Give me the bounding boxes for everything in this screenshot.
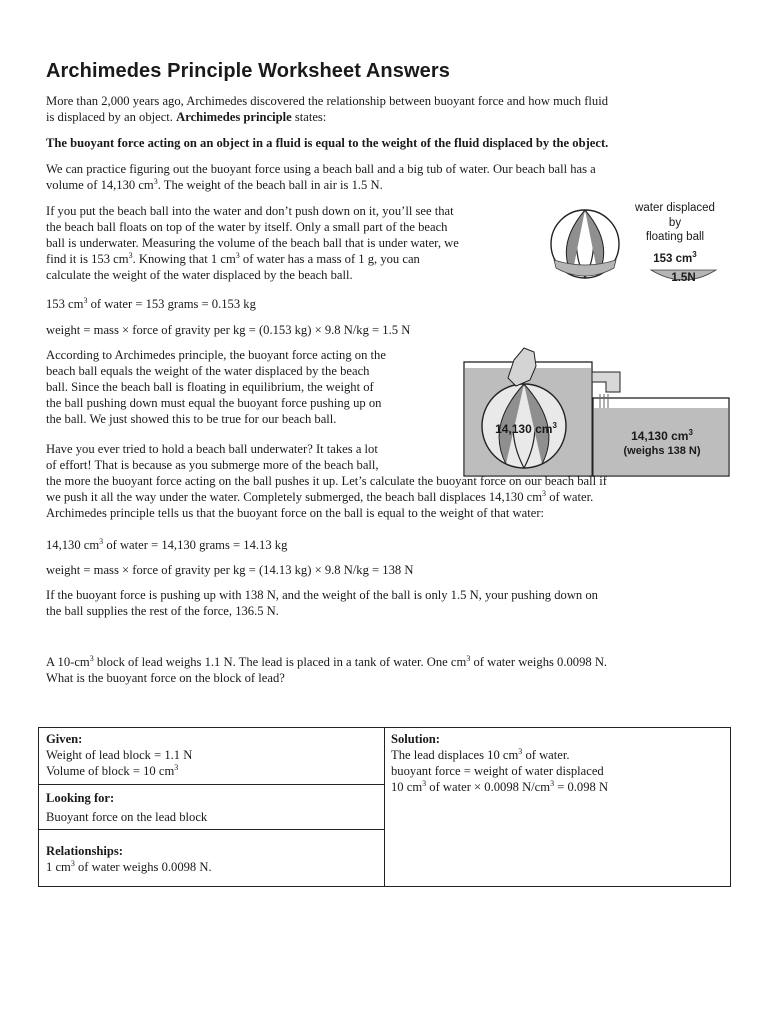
- given-line: Volume of block = 10 $cm^3$: [46, 763, 179, 778]
- paragraph-line: calculate the weight of the water displaced by the beach ball.: [46, 268, 353, 282]
- paragraph-line: If the buoyant force is pushing up with 138 N, and the weight of the ball is only 1.5 N, your pushing down on: [46, 588, 598, 602]
- given-cell: [39, 728, 385, 784]
- paragraph-line: the beach ball floats on top of the water by itself. Only a small part of the beach: [46, 220, 448, 234]
- paragraph-line: beach ball equals the weight of the water displaced by the beach: [46, 364, 370, 378]
- paragraph-line: According to Archimedes principle, the buoyant force acting on the: [46, 348, 386, 362]
- paragraph-line: ball. Since the beach ball is floating in equilibrium, the weight of: [46, 380, 374, 394]
- paragraph-line: Archimedes principle tells us that the buoyant force on the ball is equal to the weight of that water:: [46, 506, 545, 520]
- intro-paragraph: [46, 93, 726, 125]
- intro-line: is displaced by an object. Archimedes principle states:: [46, 110, 327, 124]
- tank-volume-label: 14,130 $cm^3$: [631, 428, 693, 443]
- floating-paragraph: [46, 203, 546, 283]
- paragraph-line: If you put the beach ball into the water and don’t push down on it, you’ll see that: [46, 204, 454, 218]
- paragraph-line: What is the buoyant force on the block of lead?: [46, 671, 285, 685]
- paragraph-line: Have you ever tried to hold a beach ball underwater? It takes a lot: [46, 442, 378, 456]
- relationships-line: 1 $cm^3$ of water weighs 0.0098 N.: [46, 859, 212, 874]
- calc-line-4: weight = mass × force of gravity per kg = (14.13 kg) × 9.8 N/kg = 138 N: [46, 563, 414, 577]
- principle-statement: The buoyant force acting on an object in a fluid is equal to the weight of the fluid displaced by the object.: [46, 136, 609, 150]
- paragraph-line: find it is 153 $cm^3$. Knowing that 1 $cm^3$ of water has a mass of 1 g, you can: [46, 251, 420, 266]
- looking-for-heading: Looking for:: [46, 791, 115, 805]
- solution-heading: Solution:: [391, 732, 440, 746]
- relationships-heading: Relationships:: [46, 844, 123, 858]
- calc-line-3: 14,130 $cm^3$ of water = 14,130 grams = 14.13 kg: [46, 537, 288, 552]
- ball-volume-label: 14,130 $cm^3$: [495, 421, 557, 436]
- floating-ball-figure: [548, 198, 732, 290]
- paragraph-line: the more the buoyant force acting on the ball pushes it up. Let’s calculate the buoyant force on our beach ball if: [46, 474, 607, 488]
- page-title: Archimedes Principle Worksheet Answers: [46, 60, 450, 82]
- figure1-weight: 1.5N: [671, 272, 696, 284]
- answer-table: [38, 727, 731, 887]
- relationships-cell: [39, 830, 385, 886]
- intro-line: More than 2,000 years ago, Archimedes discovered the relationship between buoyant force and how much fluid: [46, 94, 609, 108]
- solution-cell: [385, 728, 730, 886]
- paragraph-line: the ball. We just showed this to be true for our beach ball.: [46, 412, 337, 426]
- paragraph-line: We can practice figuring out the buoyant force using a beach ball and a big tub of water. Our beach ball has a: [46, 162, 596, 176]
- paragraph-line: the ball pushing down must equal the buoyant force pushing up on: [46, 396, 382, 410]
- paragraph-line: ball is underwater. Measuring the volume of the beach ball that is under water, we: [46, 236, 459, 250]
- question-paragraph: [46, 654, 736, 686]
- tank-weight-label: (weighs 138 N): [623, 445, 701, 457]
- hold-paragraph: [46, 441, 736, 521]
- beach-ball-paragraph: [46, 161, 726, 193]
- looking-for-cell: [39, 784, 385, 830]
- paragraph-line: of effort! That is because as you submerge more of the beach ball,: [46, 458, 379, 472]
- calc-line-2: weight = mass × force of gravity per kg = (0.153 kg) × 9.8 N/kg = 1.5 N: [46, 323, 411, 337]
- given-heading: Given:: [46, 732, 83, 746]
- paragraph-line: volume of 14,130 $cm^3$. The weight of the beach ball in air is 1.5 N.: [46, 177, 383, 192]
- figure1-label: water displaced by floating ball: [635, 202, 715, 243]
- paragraph-line: the ball supplies the rest of the force, 136.5 N.: [46, 604, 279, 618]
- calc-line-1: 153 $cm^3$ of water = 153 grams = 0.153 kg: [46, 296, 256, 311]
- given-line: Weight of lead block = 1.1 N: [46, 748, 193, 762]
- archimedes-paragraph: [46, 347, 466, 427]
- paragraph-line: we push it all the way under the water. Completely submerged, the beach ball displaces 14,130 $cm^3$ of water.: [46, 489, 594, 504]
- push-paragraph: [46, 587, 736, 619]
- principle-term: Archimedes principle: [176, 110, 292, 124]
- paragraph-line: A $10-cm^3$ block of lead weighs 1.1 N. The lead is placed in a tank of water. One $cm^3$ of water weighs 0.0098 N.: [46, 654, 608, 669]
- solution-line: 10 $cm^3$ of water × 0.0098 $N/cm^3 = 0.098$ N: [391, 779, 609, 794]
- solution-line: buoyant force = weight of water displaced: [391, 764, 604, 778]
- looking-for-line: Buoyant force on the lead block: [46, 810, 208, 824]
- figure1-volume: 153 $cm^3$: [653, 250, 697, 265]
- solution-line: The lead displaces 10 $cm^3$ of water.: [391, 747, 570, 762]
